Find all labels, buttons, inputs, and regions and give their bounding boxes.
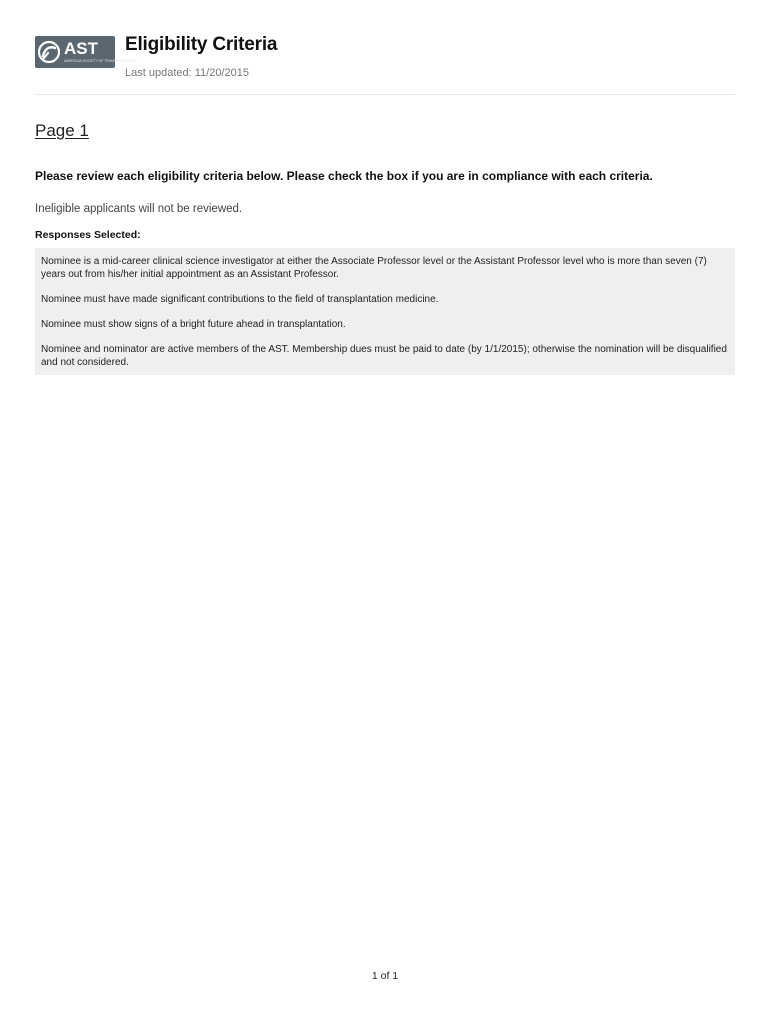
document-title: Eligibility Criteria	[125, 34, 278, 55]
page-count: 1 of 1	[371, 970, 399, 982]
last-updated-date: Last updated: 11/20/2015	[125, 67, 249, 79]
question-text: Please review each eligibility criteria below. Please check the box if you are in compliance with each criteria.	[35, 169, 653, 183]
page-heading: Page 1	[35, 121, 89, 140]
ineligible-note: Ineligible applicants will not be reviewed.	[35, 203, 243, 215]
document-header	[35, 34, 735, 94]
responses-selected-label: Responses Selected:	[35, 229, 141, 241]
responses-list	[35, 248, 735, 375]
header-divider	[35, 94, 735, 95]
response-item: Nominee must have made significant contributions to the field of transplantation medicine.	[41, 294, 439, 305]
response-item: Nominee must show signs of a bright future ahead in transplantation.	[41, 319, 346, 330]
svg-text:AMERICAN SOCIETY OF TRANSPLANT: AMERICAN SOCIETY OF TRANSPLANTATION	[64, 59, 137, 63]
response-item: Nominee is a mid-career clinical science investigator at either the Associate Professor level or the Assistant Professor level who is more than seven (7) years out from his/her initial appointment as an Assistant Professor.	[41, 256, 707, 280]
svg-text:AST: AST	[64, 39, 98, 58]
ast-logo-icon	[35, 36, 137, 68]
response-item: Nominee and nominator are active members of the AST. Membership dues must be paid to date (by 1/1/2015); otherwise the nomination will be disqualified and not considered.	[41, 344, 727, 368]
ast-logo	[35, 36, 137, 68]
